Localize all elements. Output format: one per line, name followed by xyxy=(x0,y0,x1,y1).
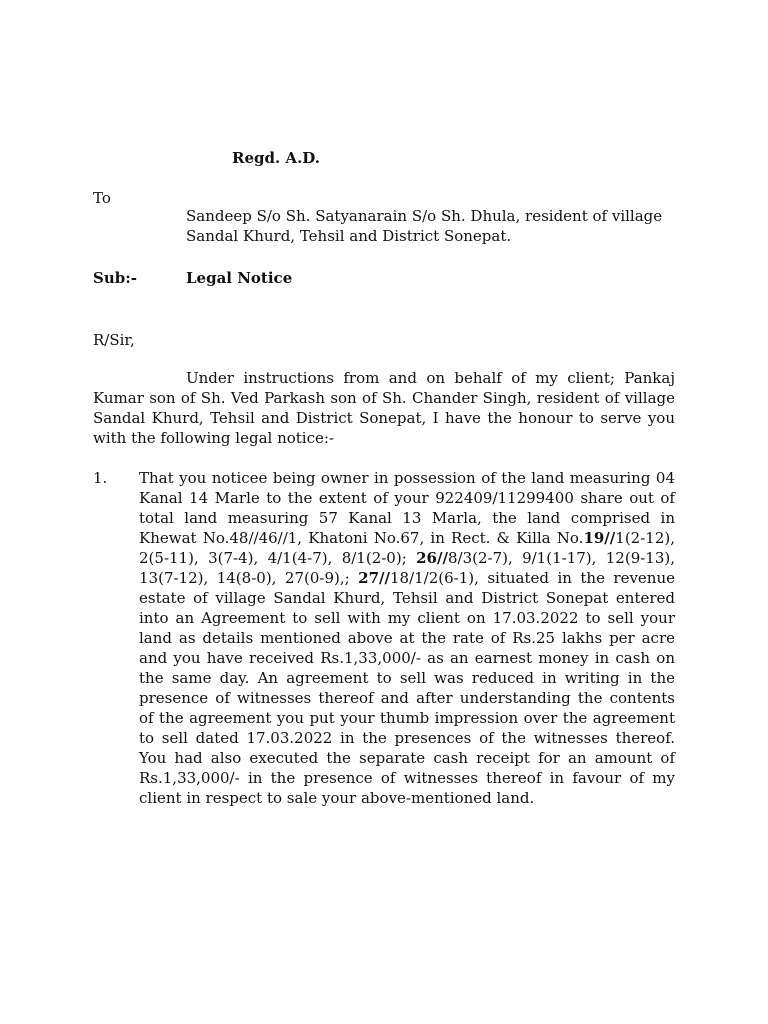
to-label: To xyxy=(93,189,111,207)
subject-label: Sub:- xyxy=(93,269,137,287)
killa-rect-number: 27// xyxy=(358,569,390,587)
intro-paragraph: Under instructions from and on behalf of my client; Pankaj Kumar son of Sh. Ved Parkash son of Sh. Chander Singh, resident of village Sandal Khurd, Tehsil and District Sonepat, I have the honour to serve you with the following legal notice:- xyxy=(93,369,675,447)
subject-text: Legal Notice xyxy=(186,269,293,287)
killa-rect-number: 19// xyxy=(583,529,616,547)
addressee-block: Sandeep S/o Sh. Satyanarain S/o Sh. Dhula, resident of village Sandal Khurd, Tehsil and District Sonepat. xyxy=(186,207,663,245)
registration-heading: Regd. A.D. xyxy=(232,149,320,167)
salutation: R/Sir, xyxy=(93,331,135,349)
item-text-part: 1(2-12), 2(5-11), 3(7-4), 4/1(4-7), 8/1(2-0); xyxy=(139,529,675,567)
item-paragraph xyxy=(139,468,675,808)
item-text-part: 18/1/2(6-1), situated in the revenue estate of village Sandal Khurd, Tehsil and District Sonepat entered into an Agreement to sell with my client on 17.03.2022 to sell your land as details mentioned above at the rate of Rs.25 lakhs per acre and you have received Rs.1,33,000/- as an earnest money in cash on the same day. An agreement to sell was reduced in writing in the presence of witnesses thereof and after understanding the contents of the agreement you put your thumb impression over the agreement to sell dated 17.03.2022 in the presences of the witnesses thereof. You had also executed the separate cash receipt for an amount of Rs.1,33,000/- in the presence of witnesses thereof in favour of my client in respect to sale your above-mentioned land. xyxy=(139,569,676,807)
item-text-part: That you noticee being owner in possession of the land measuring 04 Kanal 14 Marle to the extent of your 922409/11299400 share out of total land measuring 57 Kanal 13 Marla, the land comprised in Khewat No.48//46//1, Khatoni No.67, in Rect. & Killa No. xyxy=(139,469,675,547)
item-text-part: 8/3(2-7), 9/1(1-17), 12(9-13), 13(7-12), 14(8-0), 27(0-9),; xyxy=(139,549,676,587)
item-number: 1. xyxy=(93,469,108,487)
killa-rect-number: 26// xyxy=(416,549,448,567)
